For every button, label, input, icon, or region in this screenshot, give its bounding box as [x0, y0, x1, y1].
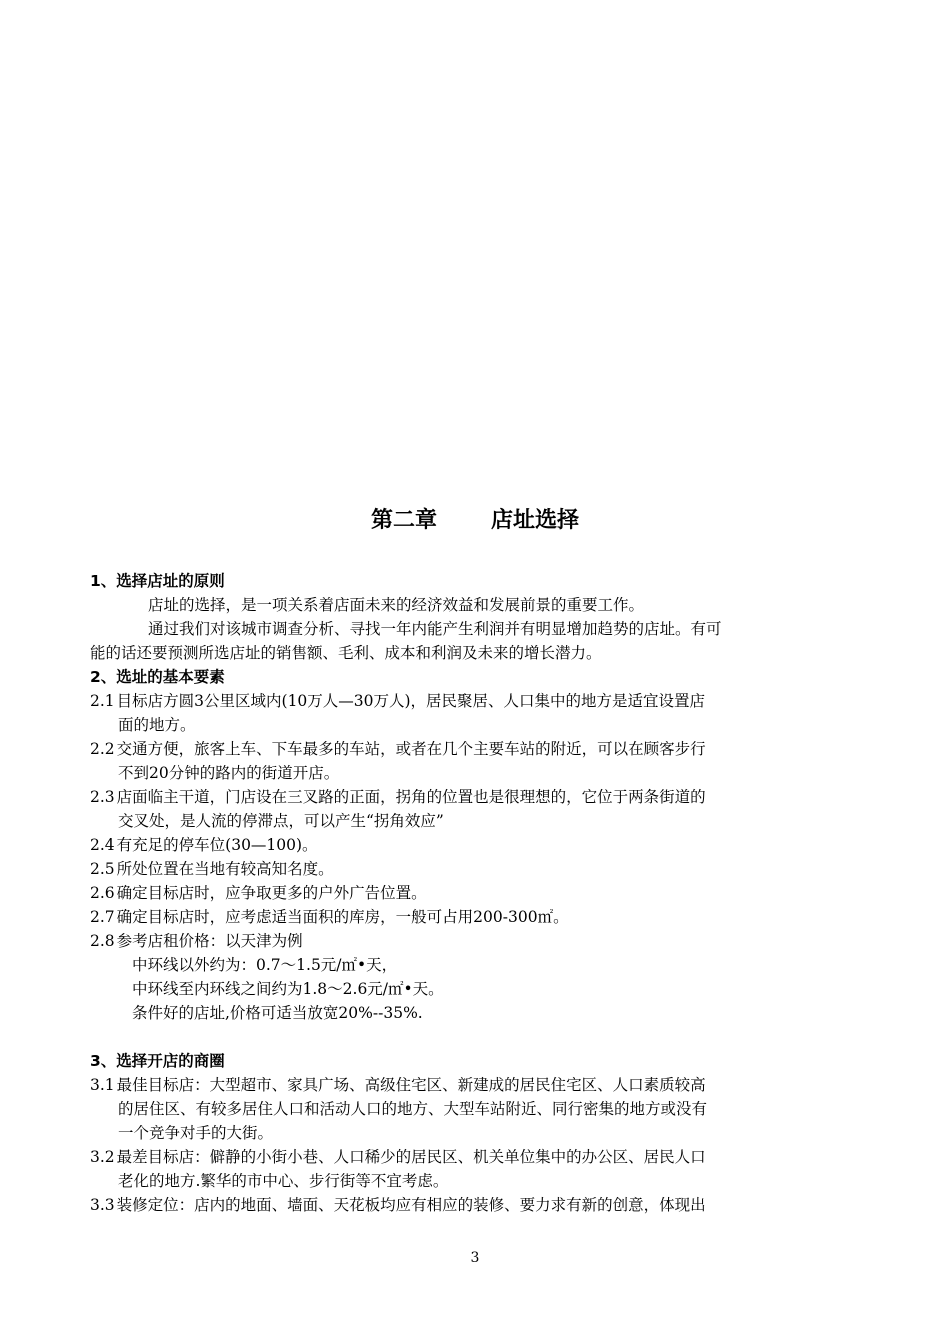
list-item: 2.6 确定目标店时，应争取更多的户外广告位置。 [90, 881, 862, 905]
item-number: 3.1 [90, 1076, 115, 1094]
list-item-cont: 一个竞争对手的大街。 [118, 1124, 274, 1142]
item-number: 2.3 [90, 788, 115, 806]
list-item: 3.3 装修定位：店内的地面、墙面、天花板均应有相应的装修、要力求有新的创意，体现出 [90, 1193, 862, 1217]
section-2-heading: 2、选址的基本要素 [90, 668, 225, 686]
blank-line [90, 1025, 862, 1049]
item-number: 2.2 [90, 740, 115, 758]
list-item: 2.1 目标店方圆3公里区域内(10万人—30万人)，居民聚居、人口集中的地方是适宜设置店 [90, 689, 862, 713]
item-number: 3.3 [90, 1196, 115, 1214]
item-number: 2.1 [90, 692, 115, 710]
list-item-cont: 面的地方。 [118, 716, 196, 734]
item-number: 3.2 [90, 1148, 115, 1166]
list-item: 2.7 确定目标店时，应考虑适当面积的库房，一般可占用200-300㎡。 [90, 905, 862, 929]
paragraph-cont: 能的话还要预测所选店址的销售额、毛利、成本和利润及未来的增长潜力。 [90, 644, 602, 662]
rent-line: 中环线至内环线之间约为1.8～2.6元/㎡•天。 [132, 980, 444, 998]
list-item: 2.5 所处位置在当地有较高知名度。 [90, 857, 862, 881]
item-number: 2.8 [90, 932, 115, 950]
list-item: 3.1 最佳目标店：大型超市、家具广场、高级住宅区、新建成的居民住宅区、人口素质较高 [90, 1073, 862, 1097]
list-item: 2.4 有充足的停车位(30—100)。 [90, 833, 862, 857]
list-item-cont: 的居住区、有较多居住人口和活动人口的地方、大型车站附近、同行密集的地方或没有 [118, 1100, 708, 1118]
paragraph: 店址的选择，是一项关系着店面未来的经济效益和发展前景的重要工作。 [148, 596, 645, 614]
page-number: 3 [470, 1250, 480, 1266]
chapter-heading [0, 505, 950, 537]
section-3-heading: 3、选择开店的商圈 [90, 1052, 225, 1070]
item-number: 2.5 [90, 860, 115, 878]
list-item-cont: 不到20分钟的路内的街道开店。 [118, 764, 340, 782]
document-body [90, 569, 862, 1217]
section-1-heading: 1、选择店址的原则 [90, 572, 225, 590]
chapter-label: 第二章 [370, 508, 437, 533]
item-number: 2.4 [90, 836, 115, 854]
item-number: 2.7 [90, 908, 115, 926]
paragraph: 通过我们对该城市调查分析、寻找一年内能产生利润并有明显增加趋势的店址。有可 [148, 620, 722, 638]
rent-line: 条件好的店址,价格可适当放宽20%--35%. [132, 1004, 423, 1022]
list-item: 2.3 店面临主干道，门店设在三叉路的正面，拐角的位置也是很理想的，它位于两条街道的 [90, 785, 862, 809]
rent-line: 中环线以外约为：0.7～1.5元/㎡•天， [132, 956, 398, 974]
list-item-cont: 交叉处，是人流的停滞点，可以产生“拐角效应” [118, 812, 444, 830]
list-item: 2.8 参考店租价格：以天津为例 [90, 929, 862, 953]
item-number: 2.6 [90, 884, 115, 902]
list-item: 2.2 交通方便，旅客上车、下车最多的车站，或者在几个主要车站的附近，可以在顾客步行 [90, 737, 862, 761]
chapter-title: 店址选择 [491, 508, 580, 533]
list-item-cont: 老化的地方.繁华的市中心、步行街等不宜考虑。 [118, 1172, 449, 1190]
list-item: 3.2 最差目标店：僻静的小街小巷、人口稀少的居民区、机关单位集中的办公区、居民人口 [90, 1145, 862, 1169]
